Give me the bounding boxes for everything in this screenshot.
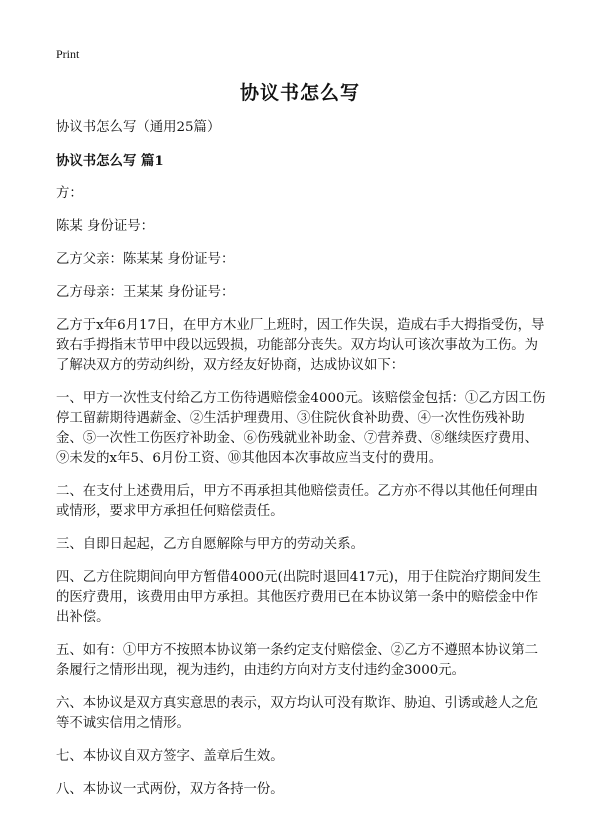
clause-5: 五、如有：①甲方不按照本协议第一条约定支付赔偿金、②乙方不遵照本协议第二条履行之情形出现，视为违约，由违约方向对方支付违约金3000元。 — [56, 643, 539, 678]
clause-2: 二、在支付上述费用后，甲方不再承担其他赔偿责任。乙方亦不得以其他任何理由或情形，要求甲方承担任何赔偿责任。 — [56, 484, 539, 519]
clause-1: 一、甲方一次性支付给乙方工伤待遇赔偿金4000元。该赔偿金包括：①乙方因工伤停工留薪期待遇薪金、②生活护理费用、③住院伙食补助费、④一次性伤残补助金、⑤一次性工伤医疗补助金、⑥伤残就业补助金、⑦营养费、⑧继续医疗费用、⑨未发的x年5、6月份工资、⑩其他因本次事故应当支付的费用。 — [56, 391, 546, 466]
party-a-line: 方： — [56, 186, 83, 201]
party-b-line: 陈某 身份证号： — [56, 219, 154, 234]
party-b-father-line: 乙方父亲：陈某某 身份证号： — [56, 252, 235, 267]
document-subtitle: 协议书怎么写（通用25篇） — [56, 120, 221, 135]
print-link[interactable]: Print — [56, 47, 80, 61]
document-title: 协议书怎么写 — [239, 82, 360, 104]
clause-4: 四、乙方住院期间向甲方暂借4000元(出院时退回417元)，用于住院治疗期间发生的医疗费用，该费用由甲方承担。其他医疗费用已在本协议第一条中的赔偿金中作出补偿。 — [56, 570, 542, 625]
clause-6: 六、本协议是双方真实意思的表示，双方均认可没有欺诈、胁迫、引诱或趁人之危等不诚实信用之情形。 — [56, 696, 539, 731]
party-b-mother-line: 乙方母亲：王某某 身份证号： — [56, 285, 235, 300]
preamble-paragraph: 乙方于x年6月17日，在甲方木业厂上班时，因工作失误，造成右手大拇指受伤，导致右手拇指末节甲中段以远毁损，功能部分丧失。双方均认可该次事故为工伤。为了解决双方的劳动纠纷，双方经友好协商，达成协议如下： — [56, 318, 545, 373]
clause-7: 七、本协议自双方签字、盖章后生效。 — [56, 749, 284, 764]
clause-8: 八、本协议一式两份，双方各持一份。 — [56, 782, 284, 797]
document-body — [56, 118, 546, 813]
clause-3: 三、自即日起起，乙方自愿解除与甲方的劳动关系。 — [56, 537, 364, 552]
section-heading: 协议书怎么写 篇1 — [56, 153, 164, 169]
